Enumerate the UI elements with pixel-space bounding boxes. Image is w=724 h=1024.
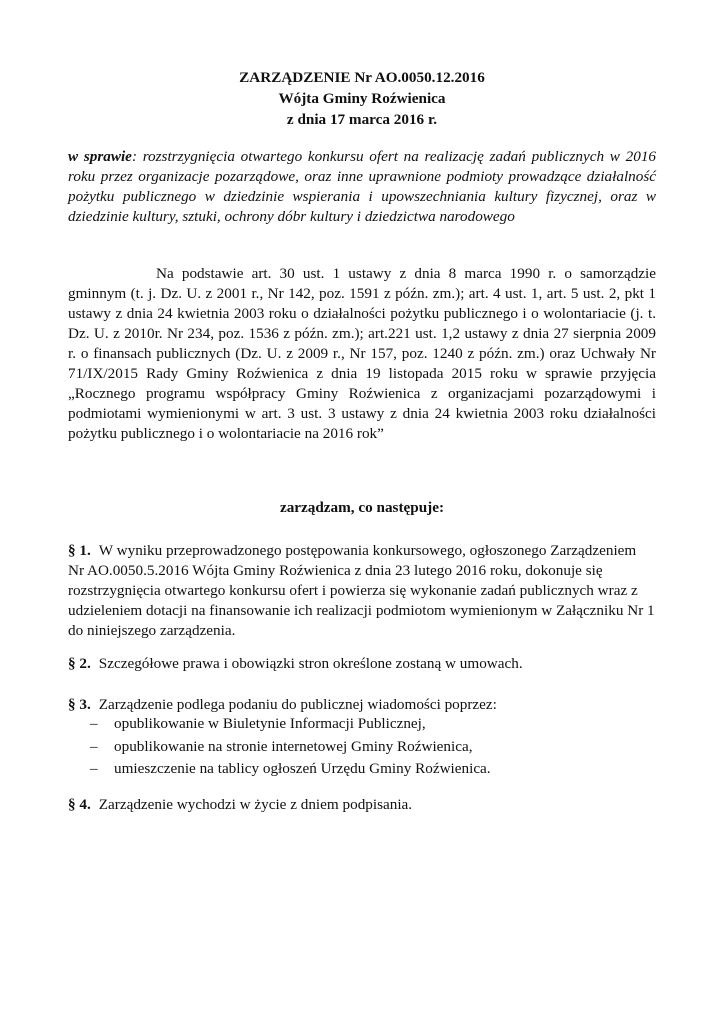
legal-basis-paragraph xyxy=(68,264,656,444)
document-date: z dnia 17 marca 2016 r. xyxy=(286,111,438,128)
publication-list xyxy=(90,713,650,781)
paragraph-text: Zarządzenie podlega podaniu do publicznej wiadomości poprzez: xyxy=(98,696,497,713)
paragraph-3 xyxy=(68,695,656,715)
paragraph-number: § 2. xyxy=(68,655,91,672)
list-item-text: opublikowanie w Biuletynie Informacji Publicznej, xyxy=(114,715,426,732)
paragraph-text: Szczegółowe prawa i obowiązki stron określone zostaną w umowach. xyxy=(98,655,523,672)
decree-heading: zarządzam, co następuje: xyxy=(279,499,445,516)
paragraph-1 xyxy=(68,541,656,641)
subject-text: : rozstrzygnięcia otwartego konkursu ofert na realizację zadań publicznych w 2016 roku przez organizacje pozarządowe, oraz inne uprawnione podmioty prowadzące działalność pożytku publicznego w dziedzinie wspierania i upowszechniania kultury fizycznej, oraz w dziedzinie kultury, sztuki, ochrony dóbr kultury i dziedzictwa narodowego xyxy=(68,148,657,225)
paragraph-number: § 3. xyxy=(68,696,91,713)
document-issuer: Wójta Gminy Roźwienica xyxy=(278,90,446,107)
paragraph-text: Zarządzenie wychodzi w życie z dniem podpisania. xyxy=(98,796,413,813)
list-bullet: – xyxy=(90,715,98,732)
list-bullet: – xyxy=(90,760,98,777)
paragraph-2 xyxy=(68,654,656,674)
list-bullet: – xyxy=(90,737,98,755)
paragraph-text: W wyniku przeprowadzonego postępowania konkursowego, ogłoszonego Zarządzeniem Nr AO.0050.5.2016 Wójta Gminy Roźwienica z dnia 23 lutego 2016 roku, dokonuje się rozstrzygnięcia otwartego konkursu ofert i powierza się wykonanie zadań publicznych wraz z udzieleniem dotacji na finansowanie ich realizacji podmiotom wymienionym w Załączniku Nr 1 do niniejszego zarządzenia. xyxy=(68,542,655,639)
paragraph-number: § 4. xyxy=(68,796,91,813)
list-item xyxy=(90,713,650,736)
list-item xyxy=(90,758,650,781)
subject-label: w sprawie xyxy=(68,148,132,165)
list-item-text: umieszczenie na tablicy ogłoszeń Urzędu Gminy Roźwienica. xyxy=(114,760,491,777)
list-item-text: opublikowanie na stronie internetowej Gminy Roźwienica, xyxy=(114,737,473,755)
paragraph-4 xyxy=(68,795,656,815)
document-title: ZARZĄDZENIE Nr AO.0050.12.2016 xyxy=(239,69,485,86)
legal-basis-text: Na podstawie art. 30 ust. 1 ustawy z dnia 8 marca 1990 r. o samorządzie gminnym (t. j. Dz. U. z 2001 r., Nr 142, poz. 1591 z późn. zm.); art. 4 ust. 1, art. 5 ust. 2, pkt 1 ustawy z dnia 24 kwietnia 2003 roku o działalności pożytku publicznego i o wolontariacie (j. t. Dz. U. z 2010r. Nr 234, poz. 1536 z późn. zm.); art.221 ust. 1,2 ustawy z dnia 27 sierpnia 2009 r. o finansach publicznych (Dz. U. z 2009 r., Nr 157, poz. 1240 z późn. zm.) oraz Uchwały Nr 71/IX/2015 Rady Gminy Roźwienica z dnia 19 listopada 2015 roku w sprawie przyjęcia „Rocznego programu współpracy Gminy Roźwienica z organizacjami pozarządowymi i podmiotami wymienionymi w art. 3 ust. 3 ustawy z dnia 24 kwietnia 2003 roku działalności pożytku publicznego i o wolontariacie na 2016 rok” xyxy=(68,265,656,442)
paragraph-number: § 1. xyxy=(68,542,91,559)
list-item xyxy=(90,736,650,759)
subject-paragraph xyxy=(68,147,656,227)
